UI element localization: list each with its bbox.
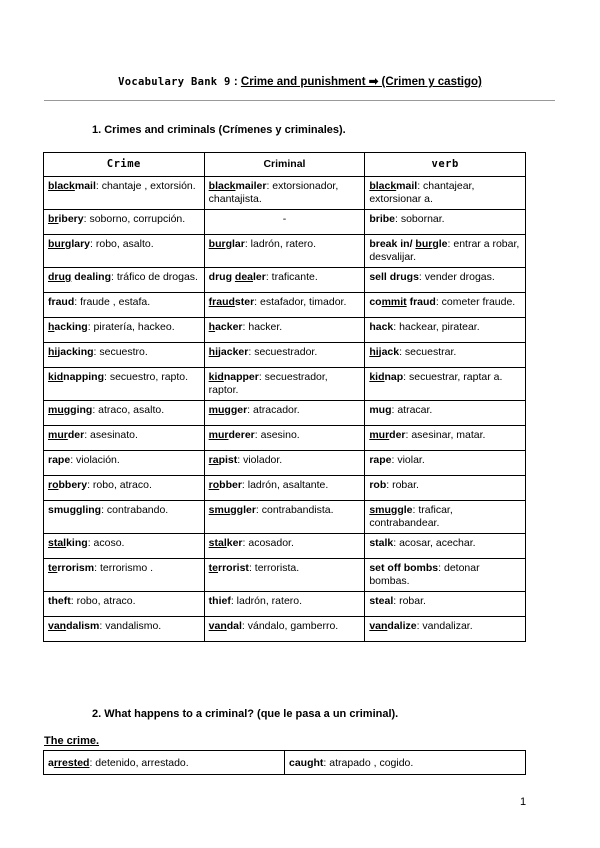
term: thief <box>208 595 231 607</box>
translation: : robo, atraco. <box>70 595 136 607</box>
term: murder <box>369 429 406 441</box>
title-sep: : <box>230 76 241 88</box>
table-cell-verb <box>365 534 526 559</box>
stressed-syllable: black <box>208 180 236 192</box>
translation: : vender drogas. <box>418 271 495 283</box>
translation: : violación. <box>70 454 120 466</box>
translation: : vandalismo. <box>99 620 162 632</box>
stressed-syllable: kid <box>369 371 385 383</box>
term: break in/ burgle <box>369 238 448 250</box>
translation: : secuestrador. <box>248 346 318 358</box>
column-header-verb: verb <box>365 153 526 177</box>
stressed-syllable: ro <box>48 479 59 491</box>
table-cell-crime <box>44 235 205 268</box>
table-cell-verb <box>365 210 526 235</box>
table-cell-verb <box>365 401 526 426</box>
table-cell-crime <box>44 343 205 368</box>
table-cell-verb <box>365 559 526 592</box>
translation: : violar. <box>391 454 425 466</box>
title-topic: Crime and punishment ➡ (Crimen y castigo) <box>240 76 482 88</box>
section-heading-1: 1. Crimes and criminals (Crímenes y criminales). <box>92 124 346 136</box>
stressed-syllable: mur <box>369 429 390 441</box>
translation: : secuestro. <box>93 346 148 358</box>
stressed-syllable: smu <box>208 504 231 516</box>
table-row <box>44 210 526 235</box>
translation: : entrar a robar, desvalijar. <box>369 238 520 263</box>
term: stalk <box>369 537 394 549</box>
translation: : acosador. <box>242 537 294 549</box>
term: mugger <box>208 404 248 416</box>
translation: : hackear, piratear. <box>393 321 480 333</box>
table-cell-verb <box>365 426 526 451</box>
table-cell-crime <box>44 401 205 426</box>
term: smuggle <box>369 504 413 516</box>
table-cell-criminal <box>204 501 365 534</box>
stressed-syllable: hi <box>48 346 58 358</box>
translation: : hacker. <box>242 321 283 333</box>
table-cell-crime <box>44 177 205 210</box>
table-cell-crime <box>44 368 205 401</box>
translation: : tráfico de drogas. <box>111 271 198 283</box>
table-row <box>44 426 526 451</box>
table-row <box>44 401 526 426</box>
translation: : estafador, timador. <box>254 296 347 308</box>
stressed-syllable: black <box>48 180 75 192</box>
translation: : detonar bombas. <box>369 562 480 587</box>
stressed-syllable: smu <box>369 504 391 516</box>
table-row <box>44 343 526 368</box>
table-row <box>44 534 526 559</box>
table-cell-verb <box>365 592 526 617</box>
translation: : robo, atraco. <box>87 479 152 491</box>
translation: : terrorista. <box>248 562 300 574</box>
stressed-syllable: ra <box>208 454 219 466</box>
term: drug dealing <box>48 271 112 283</box>
translation: : fraude , estafa. <box>74 296 151 308</box>
stressed-syllable: hi <box>369 346 379 358</box>
table-cell-criminal <box>204 617 365 642</box>
table-cell-verb <box>365 177 526 210</box>
term: kidnapping <box>48 371 104 383</box>
table-cell-crime <box>44 318 205 343</box>
outcome-table <box>43 750 526 775</box>
term: kidnapper <box>208 371 259 383</box>
table-cell-verb <box>365 343 526 368</box>
term: drug dealer <box>208 271 266 283</box>
term: robbery <box>48 479 88 491</box>
term: robber <box>208 479 242 491</box>
term: kidnap <box>369 371 404 383</box>
term: rapist <box>208 454 238 466</box>
table-row <box>44 476 526 501</box>
term: murderer <box>208 429 255 441</box>
translation: : robar. <box>393 595 426 607</box>
term: hack <box>369 321 394 333</box>
table-cell-criminal: - <box>204 210 365 235</box>
stressed-syllable: h <box>208 321 216 333</box>
translation: : traficante. <box>265 271 318 283</box>
table-cell-criminal <box>204 268 365 293</box>
stressed-syllable: van <box>208 620 227 632</box>
translation: : secuestrador, raptor. <box>208 371 328 396</box>
table-cell-criminal <box>204 343 365 368</box>
horizontal-rule <box>44 100 555 101</box>
translation: : piratería, hackeo. <box>87 321 175 333</box>
translation: : acoso. <box>87 537 125 549</box>
translation: : asesinar, matar. <box>405 429 486 441</box>
stressed-syllable: br <box>48 213 59 225</box>
stressed-syllable: h <box>48 321 55 333</box>
translation: : secuestrar, raptar a. <box>403 371 503 383</box>
translation: : soborno, corrupción. <box>83 213 186 225</box>
stressed-syllable: te <box>208 562 218 574</box>
column-header-criminal: Criminal <box>204 153 365 177</box>
stressed-syllable: stal <box>208 537 227 549</box>
table-cell-criminal <box>204 235 365 268</box>
translation: : chantajear, extorsionar a. <box>369 180 475 205</box>
translation: : secuestro, rapto. <box>104 371 189 383</box>
outcome-cell-arrested: arrested: detenido, arrestado. <box>44 751 285 775</box>
table-row <box>44 235 526 268</box>
stressed-syllable: black <box>369 180 397 192</box>
title-lead: Vocabulary Bank 9 <box>118 76 231 88</box>
table-cell-criminal <box>204 451 365 476</box>
table-cell-criminal <box>204 426 365 451</box>
stressed-syllable: kid <box>208 371 224 383</box>
table-cell-criminal <box>204 401 365 426</box>
table-row <box>44 592 526 617</box>
translation: : vandalizar. <box>416 620 473 632</box>
column-header-crime: Crime <box>44 153 205 177</box>
translation: : robo, asalto. <box>90 238 154 250</box>
table-cell-crime <box>44 476 205 501</box>
term: stalker <box>208 537 243 549</box>
translation: : atracador. <box>247 404 300 416</box>
stressed-syllable: kid <box>48 371 64 383</box>
term: terrorist <box>208 562 249 574</box>
table-cell-verb <box>365 318 526 343</box>
table-cell-criminal <box>204 559 365 592</box>
translation: : sobornar. <box>394 213 445 225</box>
term: commit fraud <box>369 296 436 308</box>
outcome-cell-caught: caught: atrapado , cogido. <box>285 751 526 775</box>
table-row <box>44 617 526 642</box>
table-body <box>44 177 526 642</box>
table-cell-verb <box>365 293 526 318</box>
stressed-syllable: bur <box>48 238 65 250</box>
term: hacker <box>208 321 243 333</box>
table-cell-criminal <box>204 293 365 318</box>
stressed-syllable: van <box>48 620 67 632</box>
term: mug <box>369 404 392 416</box>
term: vandal <box>208 620 242 632</box>
table-row <box>44 318 526 343</box>
stressed-syllable: hi <box>208 346 218 358</box>
table-row <box>44 268 526 293</box>
translation: : atracar. <box>391 404 433 416</box>
table-cell-verb <box>365 451 526 476</box>
translation: : traficar, contrabandear. <box>369 504 453 529</box>
stressed-syllable: bur <box>208 238 226 250</box>
term: murder <box>48 429 85 441</box>
term: mugging <box>48 404 93 416</box>
translation: : secuestrar. <box>399 346 457 358</box>
stressed-syllable: drug <box>48 271 72 283</box>
section-heading-2: 2. What happens to a criminal? (que le pasa a un criminal). <box>92 708 399 720</box>
term: burglary <box>48 238 91 250</box>
stressed-syllable: fraud <box>208 296 235 308</box>
term: burglar <box>208 238 245 250</box>
term: set off bombs <box>369 562 439 574</box>
term: hacking <box>48 321 88 333</box>
table-row <box>44 751 526 775</box>
table-cell-criminal <box>204 476 365 501</box>
term: sell drugs <box>369 271 419 283</box>
term: bribe <box>369 213 395 225</box>
translation: : atraco, asalto. <box>92 404 165 416</box>
table-cell-verb <box>365 617 526 642</box>
term: blackmail <box>48 180 96 192</box>
translation: : ladrón, asaltante. <box>241 479 329 491</box>
term: rob <box>369 479 387 491</box>
stressed-syllable: mur <box>208 429 229 441</box>
translation: : terrorismo . <box>94 562 154 574</box>
stressed-syllable: te <box>48 562 58 574</box>
table-cell-verb <box>365 476 526 501</box>
term: smuggler <box>208 504 256 516</box>
translation: : robar. <box>386 479 419 491</box>
stressed-syllable: ro <box>208 479 220 491</box>
term: hijacking <box>48 346 94 358</box>
table-cell-verb <box>365 268 526 293</box>
translation: : contrabando. <box>101 504 169 516</box>
stressed-syllable: stal <box>48 537 67 549</box>
translation: : cometer fraude. <box>435 296 516 308</box>
term: terrorism <box>48 562 95 574</box>
term: bribery <box>48 213 84 225</box>
table-header-row <box>44 153 526 177</box>
translation: : acosar, acechar. <box>393 537 476 549</box>
table-row <box>44 451 526 476</box>
table-cell-crime <box>44 501 205 534</box>
page-title <box>0 74 600 88</box>
term: blackmailer <box>208 180 267 192</box>
subheading-the-crime: The crime. <box>44 735 100 747</box>
table-cell-criminal <box>204 534 365 559</box>
table-cell-verb <box>365 368 526 401</box>
term: hijacker <box>208 346 249 358</box>
stressed-syllable: mu <box>48 404 64 416</box>
term: fraud <box>48 296 75 308</box>
stressed-syllable: mu <box>208 404 225 416</box>
table-row <box>44 293 526 318</box>
term: theft <box>48 595 71 607</box>
table-cell-crime <box>44 293 205 318</box>
translation: : vándalo, gamberro. <box>241 620 339 632</box>
translation: : asesino. <box>254 429 300 441</box>
table-cell-criminal <box>204 368 365 401</box>
translation: : asesinato. <box>84 429 138 441</box>
term: rape <box>48 454 71 466</box>
translation: : chantaje , extorsión. <box>95 180 196 192</box>
term: fraudster <box>208 296 255 308</box>
term: blackmail <box>369 180 418 192</box>
table-cell-crime <box>44 210 205 235</box>
vocabulary-table <box>43 152 526 642</box>
table-cell-verb <box>365 501 526 534</box>
table-cell-crime <box>44 559 205 592</box>
table-cell-crime <box>44 617 205 642</box>
translation: : ladrón, ratero. <box>244 238 317 250</box>
term: rape <box>369 454 392 466</box>
table-cell-crime <box>44 268 205 293</box>
table-cell-crime <box>44 534 205 559</box>
table-cell-verb <box>365 235 526 268</box>
stressed-syllable: van <box>369 620 388 632</box>
table-cell-crime <box>44 426 205 451</box>
translation: : ladrón, ratero. <box>230 595 303 607</box>
table-cell-criminal <box>204 318 365 343</box>
term: vandalism <box>48 620 100 632</box>
translation: : violador. <box>237 454 283 466</box>
table-cell-crime <box>44 451 205 476</box>
table-cell-criminal <box>204 592 365 617</box>
stressed-syllable: mur <box>48 429 68 441</box>
table-row <box>44 368 526 401</box>
page-number: 1 <box>520 796 527 808</box>
table-cell-criminal <box>204 177 365 210</box>
term: vandalize <box>369 620 417 632</box>
table-row <box>44 559 526 592</box>
translation: : contrabandista. <box>255 504 334 516</box>
translation: : extorsionador, chantajista. <box>208 180 339 205</box>
term: hijack <box>369 346 400 358</box>
term: steal <box>369 595 394 607</box>
table-row <box>44 501 526 534</box>
term: smuggling <box>48 504 102 516</box>
term: stalking <box>48 537 88 549</box>
table-cell-crime <box>44 592 205 617</box>
table-row <box>44 177 526 210</box>
